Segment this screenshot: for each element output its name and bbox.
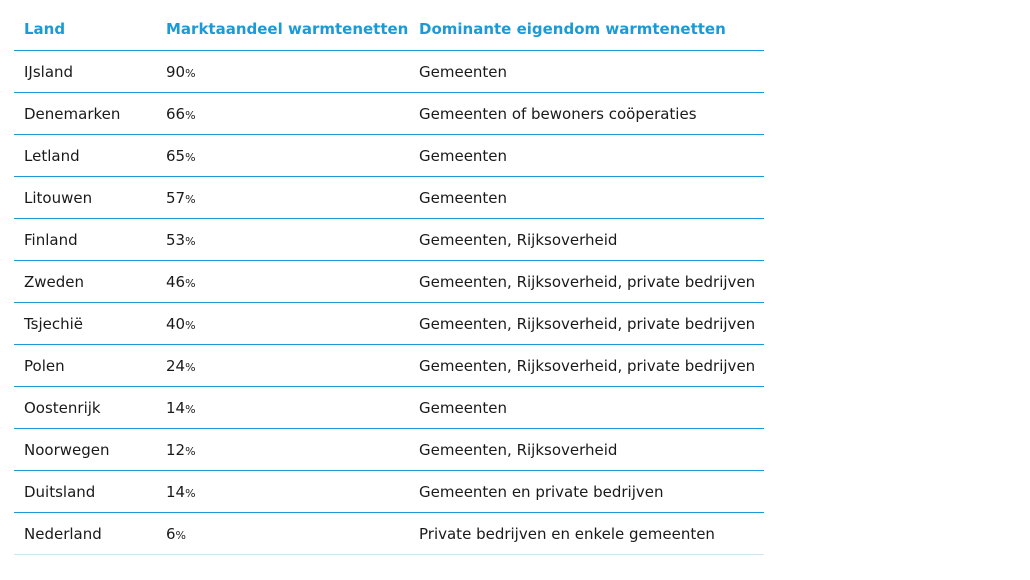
market-share-value: 24 <box>166 356 186 375</box>
cell-ownership: Gemeenten en private bedrijven <box>409 471 764 513</box>
cell-ownership: Gemeenten <box>409 387 764 429</box>
cell-ownership: Gemeenten <box>409 135 764 177</box>
cell-ownership: Gemeenten, Rijksoverheid, private bedrijven <box>409 261 764 303</box>
cell-market-share <box>156 51 409 93</box>
column-header-ownership: Dominante eigendom warmtenetten <box>409 8 764 51</box>
cell-ownership: Gemeenten <box>409 177 764 219</box>
market-share-value: 6 <box>166 524 176 543</box>
cell-market-share <box>156 303 409 345</box>
percent-sign: % <box>175 528 186 542</box>
table-row <box>14 429 764 471</box>
percent-sign: % <box>185 108 196 122</box>
table-row <box>14 471 764 513</box>
market-share-value: 53 <box>166 230 186 249</box>
cell-market-share <box>156 345 409 387</box>
market-share-value: 57 <box>166 188 186 207</box>
percent-sign: % <box>185 234 196 248</box>
cell-market-share <box>156 177 409 219</box>
table-body <box>14 51 764 555</box>
market-share-value: 65 <box>166 146 186 165</box>
district-heating-table-container <box>14 8 764 555</box>
percent-sign: % <box>185 66 196 80</box>
cell-land: Noorwegen <box>14 429 156 471</box>
cell-land: Duitsland <box>14 471 156 513</box>
table-row <box>14 303 764 345</box>
cell-land: Nederland <box>14 513 156 555</box>
percent-sign: % <box>185 360 196 374</box>
cell-land: Finland <box>14 219 156 261</box>
cell-market-share <box>156 471 409 513</box>
cell-ownership: Gemeenten, Rijksoverheid, private bedrijven <box>409 345 764 387</box>
table-row <box>14 93 764 135</box>
cell-land: Polen <box>14 345 156 387</box>
cell-land: Letland <box>14 135 156 177</box>
market-share-value: 46 <box>166 272 186 291</box>
cell-ownership: Gemeenten of bewoners coöperaties <box>409 93 764 135</box>
table-row <box>14 345 764 387</box>
cell-market-share <box>156 93 409 135</box>
table-header-row <box>14 8 764 51</box>
cell-land: Oostenrijk <box>14 387 156 429</box>
percent-sign: % <box>185 150 196 164</box>
cell-ownership: Gemeenten, Rijksoverheid <box>409 219 764 261</box>
cell-market-share <box>156 135 409 177</box>
table-row <box>14 51 764 93</box>
table-row <box>14 261 764 303</box>
district-heating-table <box>14 8 764 555</box>
market-share-value: 14 <box>166 482 186 501</box>
cell-land: Zweden <box>14 261 156 303</box>
cell-land: IJsland <box>14 51 156 93</box>
percent-sign: % <box>185 402 196 416</box>
table-row <box>14 387 764 429</box>
percent-sign: % <box>185 276 196 290</box>
cell-ownership: Gemeenten, Rijksoverheid <box>409 429 764 471</box>
cell-market-share <box>156 219 409 261</box>
cell-ownership: Gemeenten <box>409 51 764 93</box>
column-header-land: Land <box>14 8 156 51</box>
cell-land: Tsjechië <box>14 303 156 345</box>
percent-sign: % <box>185 192 196 206</box>
table-row <box>14 177 764 219</box>
market-share-value: 90 <box>166 62 186 81</box>
cell-market-share <box>156 513 409 555</box>
cell-ownership: Gemeenten, Rijksoverheid, private bedrijven <box>409 303 764 345</box>
column-header-market-share: Marktaandeel warmtenetten <box>156 8 409 51</box>
cell-land: Litouwen <box>14 177 156 219</box>
cell-ownership: Private bedrijven en enkele gemeenten <box>409 513 764 555</box>
cell-market-share <box>156 429 409 471</box>
percent-sign: % <box>185 486 196 500</box>
cell-market-share <box>156 261 409 303</box>
table-row <box>14 219 764 261</box>
market-share-value: 14 <box>166 398 186 417</box>
cell-market-share <box>156 387 409 429</box>
market-share-value: 12 <box>166 440 186 459</box>
table-row <box>14 135 764 177</box>
table-row <box>14 513 764 555</box>
percent-sign: % <box>185 444 196 458</box>
cell-land: Denemarken <box>14 93 156 135</box>
market-share-value: 40 <box>166 314 186 333</box>
market-share-value: 66 <box>166 104 186 123</box>
percent-sign: % <box>185 318 196 332</box>
